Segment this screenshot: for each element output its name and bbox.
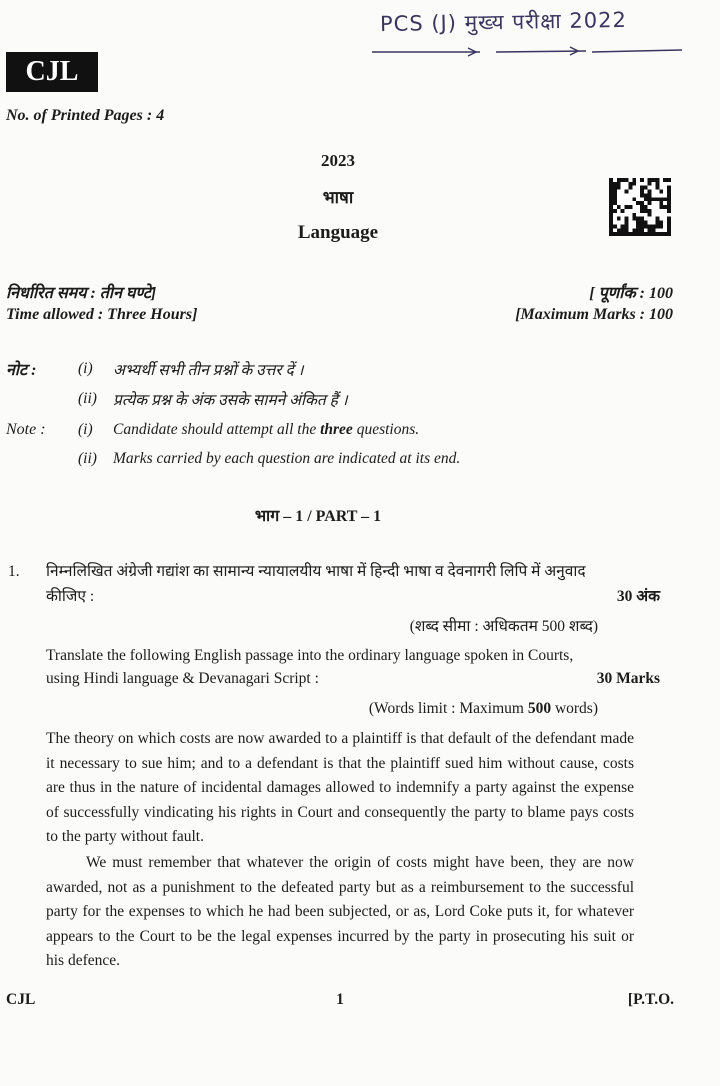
time-allowed-english: Time allowed : Three Hours] (6, 306, 198, 323)
page-number: 1 (336, 991, 344, 1008)
paper-code-badge: CJL (6, 52, 98, 92)
question-english-word-limit: (Words limit : Maximum 500 words) (368, 700, 598, 717)
passage-paragraph-2: We must remember that whatever the origin of costs might have been, they are now awarded, not as a punishment to the defeated party but as a reimbursement to the successful party for the expenses to which he had been subjected, or as, Lord Coke puts it, for whatever appears to the Court to be the legal expenses incurred by the party in prosecuting his suit or his defence. (46, 854, 634, 970)
note-english-num-1: (i) (78, 421, 93, 438)
max-marks-english: [Maximum Marks : 100 (515, 306, 673, 323)
note-label-english: Note : (6, 421, 46, 438)
question-hindi-line-2: कीजिए : (46, 588, 95, 605)
note-hindi-num-2: (ii) (78, 390, 97, 407)
question-english-line-2: using Hindi language & Devanagari Script : (46, 670, 319, 687)
question-english-line-1: Translate the following English passage into the ordinary language spoken in Courts, (46, 647, 574, 664)
question-hindi-marks: 30 अंक (616, 588, 660, 605)
exam-year: 2023 (321, 151, 355, 170)
question-number: 1. (8, 563, 20, 580)
question-hindi-word-limit: (शब्द सीमा : अधिकतम 500 शब्द) (409, 618, 598, 635)
time-allowed-hindi: निर्धारित समय : तीन घण्टे] (6, 285, 157, 302)
passage-paragraph-1: The theory on which costs are now awarded to a plaintiff is that default of the defendant made it necessary to sue him; and to a defendant is that the plaintiff sued him without cause, costs are thus in the nature of incidental damages allowed to indemnify a party against the expense of successfully vindicating his rights in Court and consequently the party to blame pays costs to the party without fault. (46, 730, 634, 846)
note-hindi-text-2: प्रत्येक प्रश्न के अंक उसके सामने अंकित हैं । (113, 392, 348, 409)
note-english-text-1: Candidate should attempt all the three questions. (113, 421, 420, 438)
max-marks-hindi: [ पूर्णांक : 100 (589, 285, 673, 302)
note-hindi-text-1: अभ्यर्थी सभी तीन प्रश्नों के उत्तर दें । (113, 362, 304, 379)
footer-paper-code: CJL (6, 991, 36, 1008)
question-hindi-line-1: निम्नलिखित अंग्रेजी गद्यांश का सामान्य न्यायालयीय भाषा में हिन्दी भाषा व देवनागरी लिपि में अनुवाद (46, 563, 586, 580)
question-english-marks: 30 Marks (596, 670, 660, 687)
pto-label: [P.T.O. (627, 991, 674, 1008)
part-heading: भाग – 1 / PART – 1 (254, 508, 382, 525)
note-hindi-num-1: (i) (78, 360, 93, 377)
subject-hindi: भाषा (322, 188, 354, 207)
handwritten-arrows (370, 40, 686, 60)
qr-code (609, 178, 671, 236)
note-label-hindi: नोट : (6, 362, 37, 379)
note-english-num-2: (ii) (78, 450, 97, 467)
subject-english: Language (297, 222, 379, 243)
note-english-text-2: Marks carried by each question are indicated at its end. (113, 450, 461, 467)
handwritten-note: PCS (J) मुख्य परीक्षा 2022 (379, 7, 628, 37)
printed-pages: No. of Printed Pages : 4 (6, 107, 165, 124)
